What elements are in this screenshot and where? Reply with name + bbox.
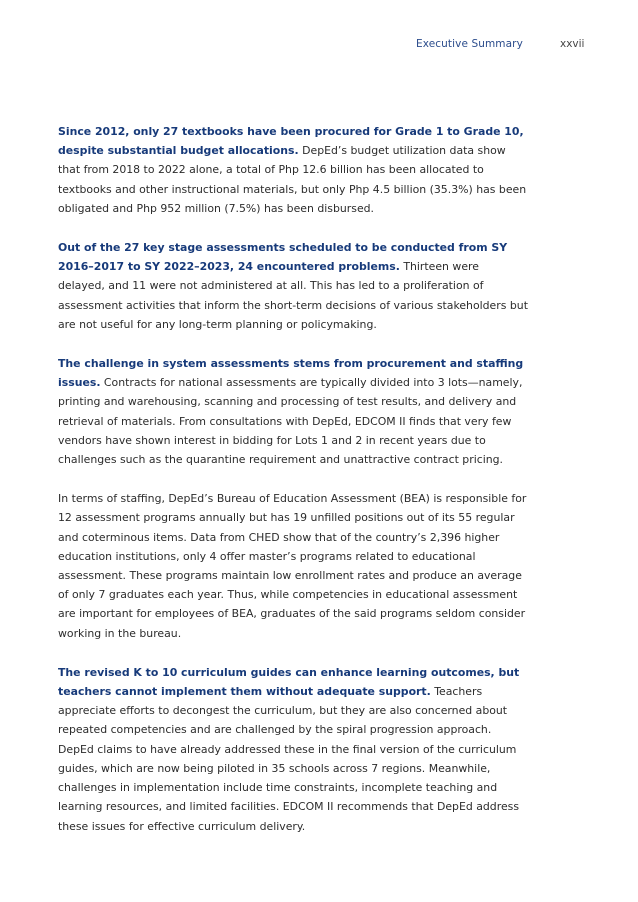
- paragraph-lead: Out of the 27 key stage assessments scheduled to be conducted from SY 2016–2017 to SY 2022–2023, 24 encountered problems.: [58, 241, 508, 274]
- body-text: [58, 122, 528, 856]
- paragraph-body: Thirteen were delayed, and 11 were not administered at all. This has led to a proliferation of assessment activities that inform the short-term decisions of various stakeholders but are not useful for any long-term planning or policymaking.: [58, 260, 528, 331]
- page-number: xxvii: [560, 38, 585, 50]
- paragraph-curriculum: [58, 663, 528, 836]
- paragraph-procurement: [58, 354, 528, 469]
- paragraph-body: Teachers appreciate efforts to decongest the curriculum, but they are also concerned about repeated competencies and are challenged by the spiral progression approach. DepEd claims to have already addressed these in the final version of the curriculum guides, which are now being piloted in 35 schools across 7 regions. Meanwhile, challenges in implementation include time constraints, incomplete teaching and learning resources, and limited facilities. EDCOM II recommends that DepEd address these issues for effective curriculum delivery.: [58, 685, 520, 833]
- page-header: [0, 38, 638, 54]
- paragraph-lead: The challenge in system assessments stems from procurement and staffing issues.: [58, 357, 524, 390]
- paragraph-body: In terms of staffing, DepEd’s Bureau of Education Assessment (BEA) is responsible for 12 assessment programs annually but has 19 unfilled positions out of its 55 regular and coterminous items. Data from CHED show that of the country’s 2,396 higher education institutions, only 4 offer master’s programs related to educational assessment. These programs maintain low enrollment rates and produce an average of only 7 graduates each year. Thus, while competencies in educational assessment are important for employees of BEA, graduates of the said programs seldom consider working in the bureau.: [58, 492, 527, 640]
- paragraph-lead: Since 2012, only 27 textbooks have been procured for Grade 1 to Grade 10, despite substantial budget allocations.: [58, 125, 524, 158]
- paragraph-textbooks: [58, 122, 528, 218]
- paragraph-staffing: [58, 489, 528, 643]
- paragraph-body: DepEd’s budget utilization data show that from 2018 to 2022 alone, a total of Php 12.6 billion has been allocated to textbooks and other instructional materials, but only Php 4.5 billion (35.3%) has been obligated and Php 952 million (7.5%) has been disbursed.: [58, 144, 527, 215]
- paragraph-body: Contracts for national assessments are typically divided into 3 lots—namely, printing and warehousing, scanning and processing of test results, and delivery and retrieval of materials. From consultations with DepEd, EDCOM II finds that very few vendors have shown interest in bidding for Lots 1 and 2 in recent years due to challenges such as the quarantine requirement and unattractive contract pricing.: [58, 376, 523, 467]
- section-title: Executive Summary: [416, 38, 523, 50]
- paragraph-assessments: [58, 238, 528, 334]
- paragraph-lead: The revised K to 10 curriculum guides can enhance learning outcomes, but teachers cannot implement them without adequate support.: [58, 665, 520, 699]
